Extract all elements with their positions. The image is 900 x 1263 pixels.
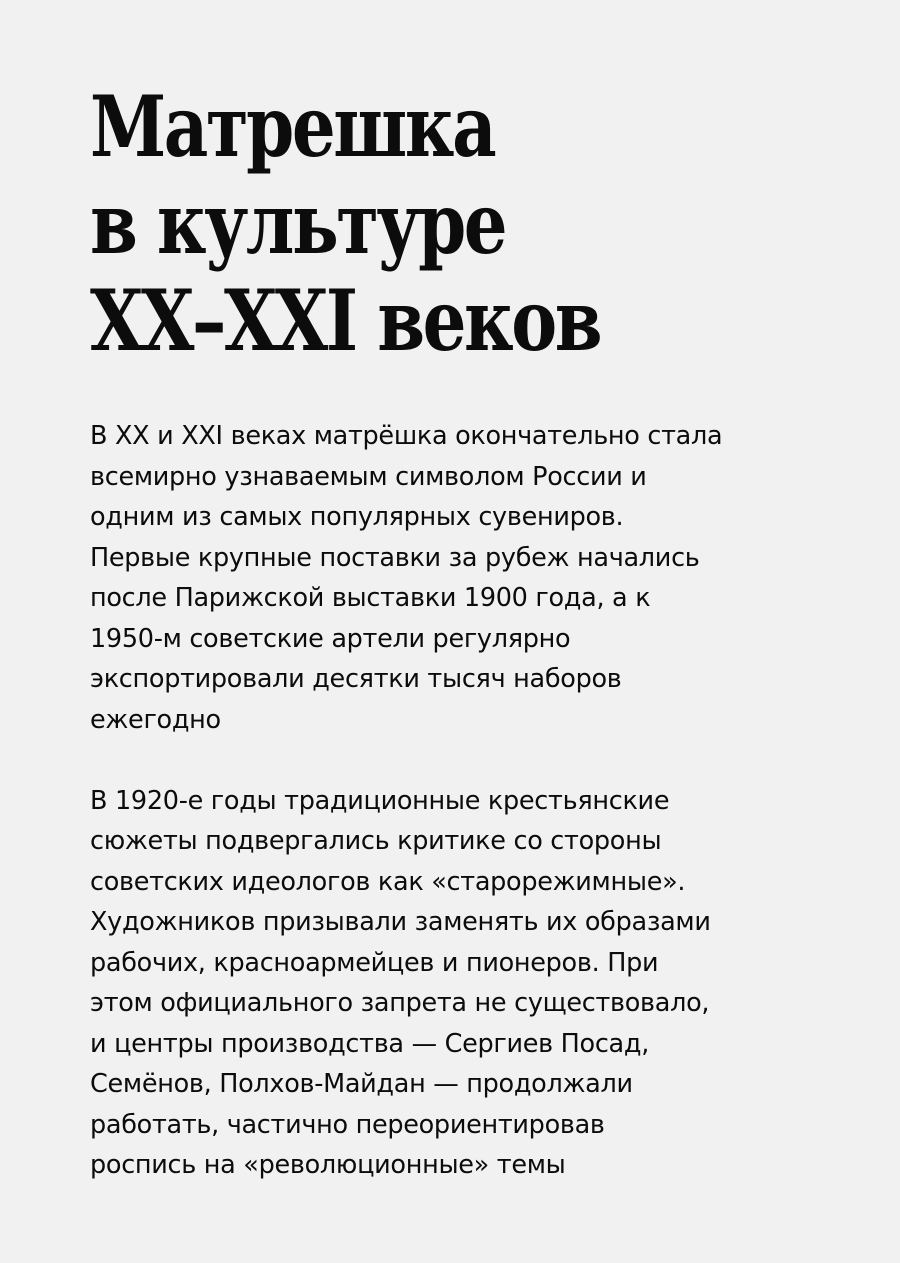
paragraph-line: этом официального запрета не существовало,	[90, 988, 710, 1018]
paragraph-export	[90, 416, 830, 740]
paragraph-line: сюжеты подвергались критике со стороны	[90, 826, 662, 856]
paragraph-line: всемирно узнаваемым символом России и	[90, 461, 647, 492]
paragraph-line: Художников призывали заменять их образами	[90, 907, 711, 937]
paragraph-line: роспись на «революционные» темы	[90, 1150, 566, 1180]
paragraph-line: В 1920-е годы традиционные крестьянские	[90, 785, 670, 816]
paragraph-line: рабочих, красноармейцев и пионеров. При	[90, 947, 659, 978]
paragraph-1920s	[90, 781, 830, 1186]
page-title	[90, 78, 697, 369]
paragraph-line: Первые крупные поставки за рубеж начались	[90, 542, 700, 573]
paragraph-line: экспортировали десятки тысяч наборов	[90, 664, 622, 694]
paragraph-line: одним из самых популярных сувениров.	[90, 502, 624, 532]
paragraph-line: ежегодно	[90, 704, 221, 735]
paragraph-line: после Парижской выставки 1900 года, а к	[90, 583, 651, 613]
article	[90, 77, 830, 1180]
article-body	[90, 416, 830, 1186]
paragraph-line: Семёнов, Полхов-Майдан — продолжали	[90, 1069, 633, 1099]
title-line-3: XX–XXI веков	[90, 271, 601, 370]
paragraph-line: советских идеологов как «старорежимные».	[90, 866, 686, 897]
title-line-1: Матрешка	[90, 77, 495, 176]
paragraph-line: работать, частично переориентировав	[90, 1109, 605, 1140]
paragraph-line: 1950-м советские артели регулярно	[90, 623, 571, 654]
paragraph-line: и центры производства — Сергиев Посад,	[90, 1028, 650, 1059]
paragraph-line: В XX и XXI веках матрёшка окончательно стала	[90, 421, 723, 451]
title-line-2: в культуре	[90, 174, 506, 273]
